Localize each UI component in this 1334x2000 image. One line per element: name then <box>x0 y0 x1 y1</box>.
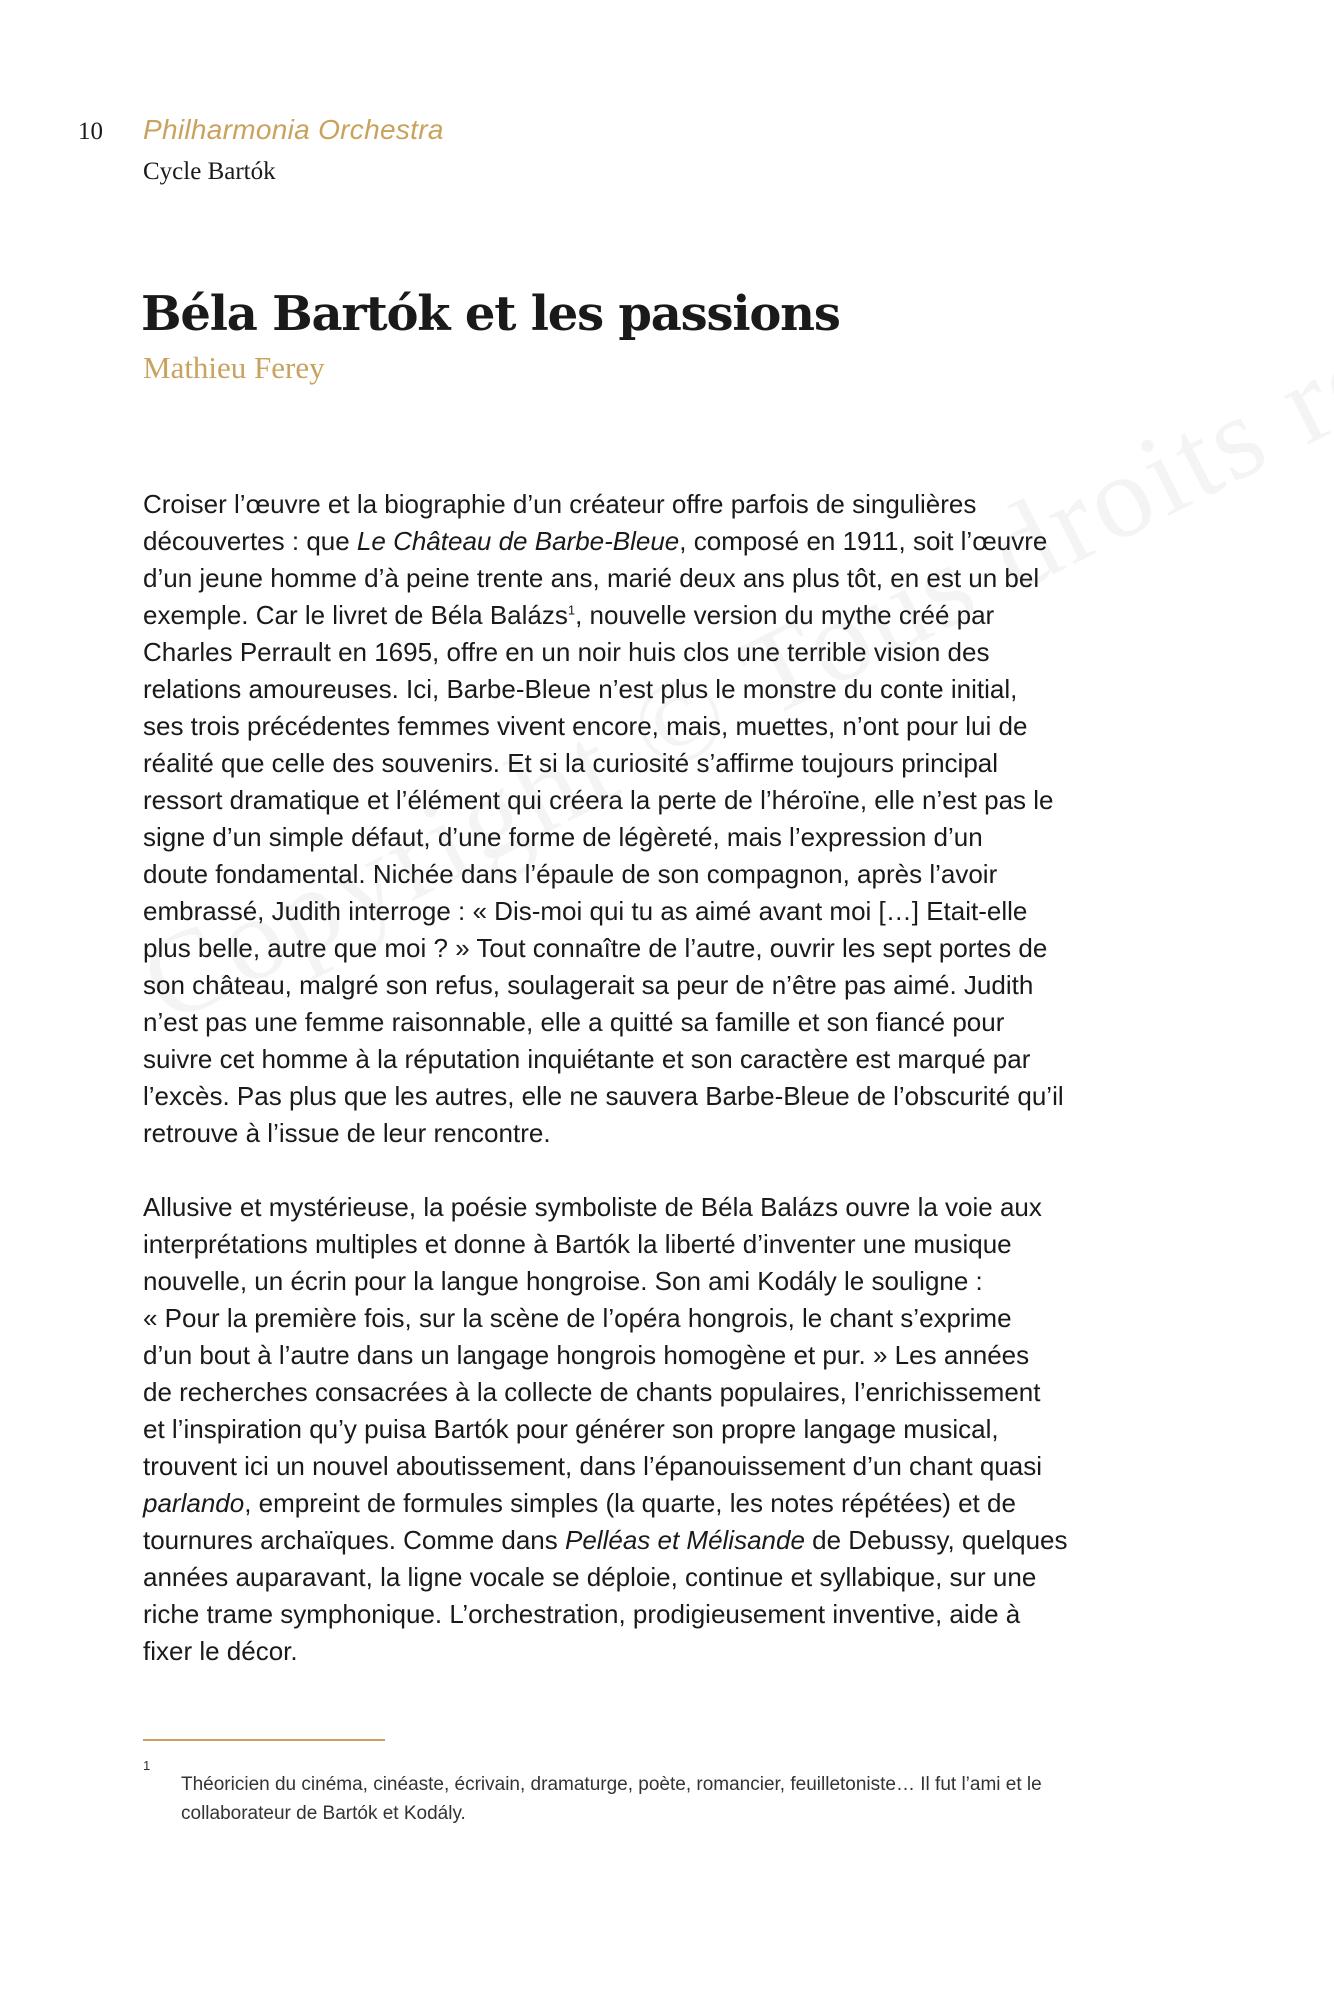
text-line: nouvelle, un écrin pour la langue hongroise. Son ami Kodály le souligne : <box>143 1266 983 1296</box>
text-line: retrouve à l’issue de leur rencontre. <box>143 1118 551 1148</box>
paragraph-2 <box>143 1189 1203 1670</box>
text-line: signe d’un simple défaut, d’une forme de légèreté, mais l’expression d’un <box>143 822 983 852</box>
text-line: « Pour la première fois, sur la scène de l’opéra hongrois, le chant s’exprime <box>143 1303 1012 1333</box>
text-line: n’est pas une femme raisonnable, elle a quitté sa famille et son fiancé pour <box>143 1007 1005 1037</box>
series-title: Philharmonia Orchestra <box>143 114 444 145</box>
text-line: ses trois précédentes femmes vivent encore, mais, muettes, n’ont pour lui de <box>143 711 1028 741</box>
article-body <box>143 486 1203 1707</box>
text-line: de recherches consacrées à la collecte de chants populaires, l’enrichissement <box>143 1377 1041 1407</box>
text-line: doute fondamental. Nichée dans l’épaule de son compagnon, après l’avoir <box>143 859 998 889</box>
work-title: Pelléas et Mélisande <box>565 1525 805 1555</box>
text-line: fixer le décor. <box>143 1636 298 1666</box>
text-line: suivre cet homme à la réputation inquiétante et son caractère est marqué par <box>143 1044 1031 1074</box>
text-line: années auparavant, la ligne vocale se déploie, continue et syllabique, sur une <box>143 1562 1037 1592</box>
footnote-line: collaborateur de Bartók et Kodály. <box>181 1803 466 1824</box>
text-line: découvertes : que Le Château de Barbe-Bleue, composé en 1911, soit l’œuvre <box>143 526 1048 556</box>
text-line: embrassé, Judith interroge : « Dis-moi qui tu as aimé avant moi […] Etait-elle <box>143 896 1028 926</box>
italic-term: parlando <box>143 1488 245 1518</box>
text-line: et l’inspiration qu’y puisa Bartók pour générer son propre langage musical, <box>143 1414 999 1444</box>
text-line: relations amoureuses. Ici, Barbe-Bleue n’est plus le monstre du conte initial, <box>143 674 1018 704</box>
text-line: Croiser l’œuvre et la biographie d’un créateur offre parfois de singulières <box>143 489 977 519</box>
text-line: réalité que celle des souvenirs. Et si la curiosité s’affirme toujours principal <box>143 748 999 778</box>
text-line: ressort dramatique et l’élément qui créera la perte de l’héroïne, elle n’est pas le <box>143 785 1054 815</box>
footnote-divider <box>143 1739 385 1741</box>
footnote-ref[interactable]: 1 <box>567 602 576 618</box>
text-line: trouvent ici un nouvel aboutissement, dans l’épanouissement d’un chant quasi <box>143 1451 1043 1481</box>
footnote-line: Théoricien du cinéma, cinéaste, écrivain, dramaturge, poète, romancier, feuilletoniste… Il fut l’ami et le <box>181 1774 1042 1795</box>
article-title: Béla Bartók et les passions <box>141 286 840 342</box>
text-line: d’un jeune homme d’à peine trente ans, marié deux ans plus tôt, en est un bel <box>143 563 1040 593</box>
page-number: 10 <box>78 118 103 145</box>
footnote-text <box>181 1770 1203 1828</box>
text-line: exemple. Car le livret de Béla Balázs$^1$, nouvelle version du mythe créé par <box>143 600 995 630</box>
footnote: 1 Théoricien du cinéma, cinéaste, écrivain, dramaturge, poète, romancier, feuilletoniste… Il fut l’ami et le collaborateur de Bartók et Kodály. <box>143 1770 1203 1828</box>
text-line: son château, malgré son refus, soulagerait sa peur de n’être pas aimé. Judith <box>143 970 1034 1000</box>
text-line: Allusive et mystérieuse, la poésie symboliste de Béla Balázs ouvre la voie aux <box>143 1192 1042 1222</box>
text-line: plus belle, autre que moi ? » Tout connaître de l’autre, ouvrir les sept portes de <box>143 933 1048 963</box>
text-line: l’excès. Pas plus que les autres, elle ne sauvera Barbe-Bleue de l’obscurité qu’il <box>143 1081 1064 1111</box>
text-line: Charles Perrault en 1695, offre en un noir huis clos une terrible vision des <box>143 637 990 667</box>
text-line: riche trame symphonique. L’orchestration, prodigieusement inventive, aide à <box>143 1599 1021 1629</box>
text-line: d’un bout à l’autre dans un langage hongrois homogène et pur. » Les années <box>143 1340 1030 1370</box>
article-author: Mathieu Ferey <box>143 350 325 385</box>
text-line: tournures archaïques. Comme dans Pelléas et Mélisande de Debussy, quelques <box>143 1525 1068 1555</box>
text-line: interprétations multiples et donne à Bartók la liberté d’inventer une musique <box>143 1229 1012 1259</box>
text-line: parlando, empreint de formules simples (la quarte, les notes répétées) et de <box>143 1488 1016 1518</box>
cycle-title: Cycle Bartók <box>143 158 276 185</box>
work-title: Le Château de Barbe-Bleue <box>356 526 680 556</box>
paragraph-1 <box>143 486 1203 1152</box>
